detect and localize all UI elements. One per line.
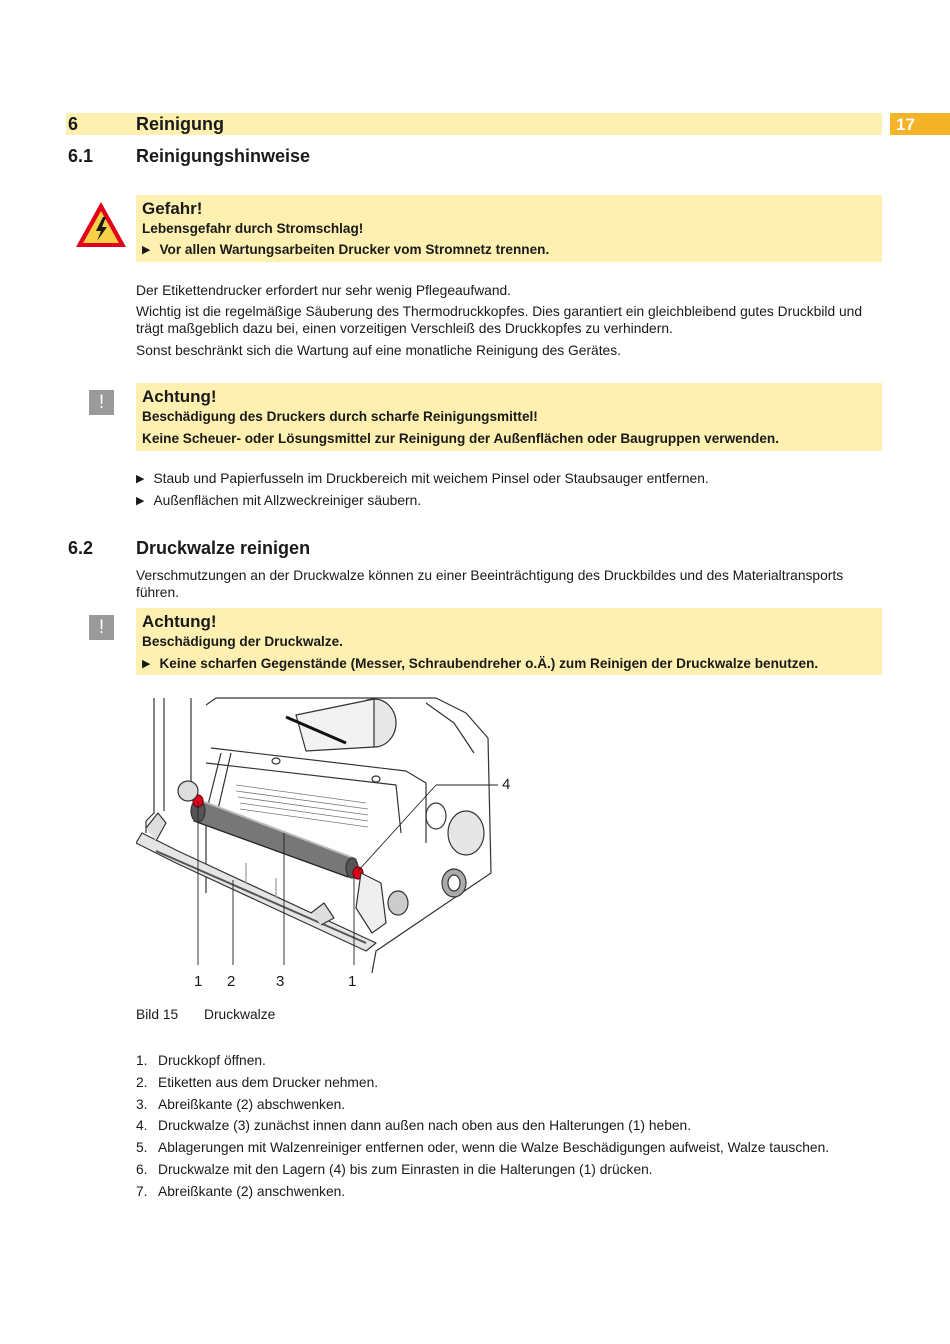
triangle-bullet-icon: ▶ xyxy=(136,473,145,485)
caution-title: Achtung! xyxy=(142,387,217,406)
figure-caption-label: Bild 15 xyxy=(136,1007,179,1022)
paragraph: Verschmutzungen an der Druckwalze können zu einer Beeinträchtigung des Druckbildes und des Materialtransports führen. xyxy=(136,568,844,600)
caution-subtitle: Beschädigung des Druckers durch scharfe Reinigungsmittel! xyxy=(142,409,538,424)
paragraph: Wichtig ist die regelmäßige Säuberung des Thermodruckkopfes. Dies garantiert ein gleichbleibend gutes Druckbild und trägt maßgeblich dazu bei, einen vorzeitigen Verschleiß des Druckkopfes zu verhindern. xyxy=(136,304,863,336)
step-item: 3. Abreißkante (2) abschwenken. xyxy=(136,1097,346,1112)
figure-caption-text: Druckwalze xyxy=(204,1007,276,1022)
danger-title: Gefahr! xyxy=(142,199,203,218)
list-item: ▶ Außenflächen mit Allzweckreiniger säubern. xyxy=(136,493,422,508)
exclamation-icon: ! xyxy=(89,615,114,640)
chapter-number: 6 xyxy=(68,114,79,134)
section-number: 6.2 xyxy=(68,538,94,558)
caution-instruction: ▶ Keine scharfen Gegenstände (Messer, Schraubendreher o.Ä.) zum Reinigen der Druckwalze benutzen. xyxy=(142,656,819,671)
danger-instruction: ▶ Vor allen Wartungsarbeiten Drucker vom Stromnetz trennen. xyxy=(142,242,550,257)
caution-subtitle: Beschädigung der Druckwalze. xyxy=(142,634,343,649)
section-title: Reinigungshinweise xyxy=(136,146,311,166)
callout-label: 2 xyxy=(227,973,236,990)
step-item: 1. Druckkopf öffnen. xyxy=(136,1053,266,1068)
step-item: 4. Druckwalze (3) zunächst innen dann außen nach oben aus den Halterungen (1) heben. xyxy=(136,1118,692,1133)
caution-notice xyxy=(136,383,882,451)
triangle-bullet-icon: ▶ xyxy=(142,658,151,670)
caution-notice xyxy=(136,608,882,675)
page-number: 17 xyxy=(896,115,915,134)
step-item: 2. Etiketten aus dem Drucker nehmen. xyxy=(136,1075,379,1090)
callout-label: 1 xyxy=(348,973,357,990)
section-number: 6.1 xyxy=(68,146,94,166)
list-item: ▶ Staub und Papierfusseln im Druckbereich mit weichem Pinsel oder Staubsauger entfernen. xyxy=(136,471,709,486)
triangle-bullet-icon: ▶ xyxy=(142,244,151,256)
triangle-bullet-icon: ▶ xyxy=(136,495,145,507)
caution-instruction: Keine Scheuer- oder Lösungsmittel zur Reinigung der Außenflächen oder Baugruppen verwenden. xyxy=(142,431,779,446)
step-item: 5. Ablagerungen mit Walzenreiniger entfernen oder, wenn die Walze Beschädigungen aufweist, Walze tauschen. xyxy=(136,1140,830,1155)
caution-title: Achtung! xyxy=(142,612,217,631)
step-item: 7. Abreißkante (2) anschwenken. xyxy=(136,1184,346,1199)
paragraph: Der Etikettendrucker erfordert nur sehr wenig Pflegeaufwand. xyxy=(136,283,512,298)
callout-label: 3 xyxy=(276,973,285,990)
paragraph: Sonst beschränkt sich die Wartung auf eine monatliche Reinigung des Gerätes. xyxy=(136,343,621,358)
danger-notice xyxy=(136,195,882,262)
chapter-title: Reinigung xyxy=(136,114,224,134)
step-item: 6. Druckwalze mit den Lagern (4) bis zum Einrasten in die Halterungen (1) drücken. xyxy=(136,1162,653,1177)
printer-roller-illustration xyxy=(136,693,516,973)
exclamation-icon: ! xyxy=(89,390,114,415)
section-title: Druckwalze reinigen xyxy=(136,538,311,558)
danger-subtitle: Lebensgefahr durch Stromschlag! xyxy=(142,221,364,236)
callout-label: 1 xyxy=(194,973,203,990)
callout-label: 4 xyxy=(502,776,511,793)
electric-hazard-icon xyxy=(74,200,128,250)
